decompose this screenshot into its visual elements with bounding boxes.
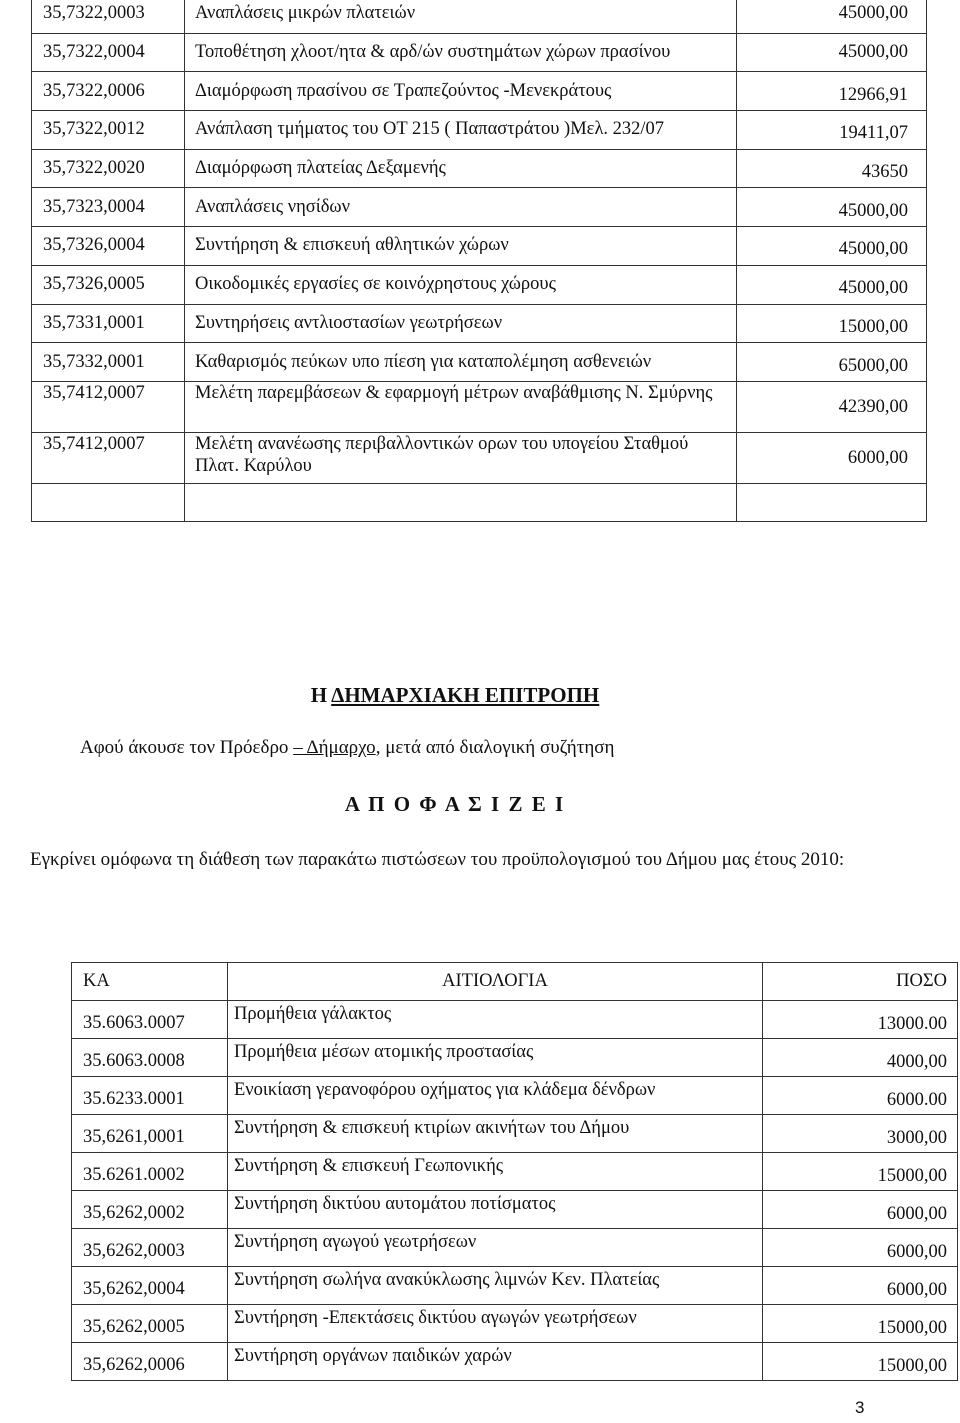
code-cell: 35,6262,0004: [72, 1267, 228, 1305]
description-cell-text: Μελέτη παρεμβάσεων & εφαρμογή μέτρων αναβάθμισης Ν. Σμύρνης: [195, 382, 713, 403]
amount-cell-text: 45000,00: [838, 239, 908, 260]
description-cell: [185, 381, 737, 432]
amount-cell-text: 45000,00: [838, 200, 908, 221]
code-cell-text: 35,7323,0004: [43, 196, 145, 217]
table-row: [32, 381, 927, 432]
amount-cell: [737, 432, 927, 483]
table-row: [72, 1077, 958, 1115]
table-row: [72, 1115, 958, 1153]
amount-cell: 15000,00: [763, 1305, 958, 1343]
code-cell: 35,6262,0002: [72, 1191, 228, 1229]
code-cell-text: 35,7412,0007: [43, 382, 145, 403]
code-cell-text: 35,7322,0003: [43, 3, 145, 24]
description-cell: Συντήρηση οργάνων παιδικών χαρών: [228, 1343, 763, 1381]
description-cell-text: Αναπλάσεις μικρών πλατειών: [195, 3, 416, 24]
intro-text-mayor: – Δήμαρχο: [293, 737, 376, 758]
description-cell: Συντήρηση σωλήνα ανακύκλωσης λιμνών Κεν. Πλατείας: [228, 1267, 763, 1305]
credits-table-top: [31, 0, 927, 522]
amount-cell-text: 12966,91: [838, 84, 908, 105]
description-cell: Προμήθεια γάλακτος: [228, 1001, 763, 1039]
description-cell: Συντήρηση & επισκευή Γεωπονικής: [228, 1153, 763, 1191]
approval-paragraph: Εγκρίνει ομόφωνα τη διάθεση των παρακάτω πιστώσεων του προϋπολογισμού του Δήμου μας έτους 2010:: [30, 849, 845, 870]
amount-cell-text: 45000,00: [838, 278, 908, 299]
description-cell: [185, 188, 737, 227]
amount-cell: 13000.00: [763, 1001, 958, 1039]
committee-heading-article: Η: [310, 683, 332, 707]
description-cell: [185, 265, 737, 304]
code-cell: 35,6262,0005: [72, 1305, 228, 1343]
empty-cell: [32, 483, 185, 521]
description-cell-text: Οικοδομικές εργασίες σε κοινόχρηστους χώρους: [195, 274, 556, 295]
table-row: [32, 188, 927, 227]
code-cell: [32, 227, 185, 266]
amount-cell: [737, 304, 927, 343]
code-cell-text: 35,7322,0006: [43, 80, 145, 101]
committee-heading: [0, 683, 935, 708]
description-cell: [185, 227, 737, 266]
code-cell: 35.6233.0001: [72, 1077, 228, 1115]
header-amount: ΠΟΣΟ: [763, 963, 958, 1001]
table-row: [32, 0, 927, 33]
code-cell: 35,6261,0001: [72, 1115, 228, 1153]
empty-cell: [737, 483, 927, 521]
table-row: [32, 227, 927, 266]
amount-cell-text: 42390,00: [838, 396, 908, 417]
committee-heading-title: ΔΗΜΑΡΧΙΑΚΗ ΕΠΙΤΡΟΠΗ: [331, 683, 600, 707]
code-cell: [32, 149, 185, 188]
code-cell: [32, 111, 185, 150]
table-row: [32, 343, 927, 382]
page-number: 3: [855, 1398, 865, 1417]
table-row: [72, 1229, 958, 1267]
code-cell-text: 35,7331,0001: [43, 312, 145, 333]
intro-text-2: , μετά από διαλογική συζήτηση: [375, 737, 615, 758]
code-cell: [32, 72, 185, 111]
amount-cell: [737, 227, 927, 266]
table-row: [72, 1153, 958, 1191]
code-cell: 35,6262,0006: [72, 1343, 228, 1381]
amount-cell-text: 19411,07: [839, 123, 908, 144]
credits-table-bottom: [71, 962, 958, 1381]
code-cell: [32, 381, 185, 432]
description-cell-text: Καθαρισμός πεύκων υπο πίεση για καταπολέμηση ασθενειών: [195, 351, 652, 372]
table-row: [32, 72, 927, 111]
amount-cell-text: 43650: [861, 162, 908, 183]
table-header-row: [72, 963, 958, 1001]
code-cell-text: 35,7322,0004: [43, 42, 145, 63]
table-row: [32, 432, 927, 483]
amount-cell-text: 45000,00: [838, 3, 908, 24]
amount-cell: [737, 72, 927, 111]
description-cell: Συντήρηση -Επεκτάσεις δικτύου αγωγών γεωτρήσεων: [228, 1305, 763, 1343]
amount-cell-text: 65000,00: [838, 355, 908, 376]
amount-cell: [737, 188, 927, 227]
table-row: [72, 1039, 958, 1077]
empty-cell: [185, 483, 737, 521]
description-cell: Προμήθεια μέσων ατομικής προστασίας: [228, 1039, 763, 1077]
amount-cell: 3000,00: [763, 1115, 958, 1153]
amount-cell: 6000,00: [763, 1267, 958, 1305]
amount-cell: 6000.00: [763, 1077, 958, 1115]
empty-row: [32, 483, 927, 521]
code-cell-text: 35,7332,0001: [43, 351, 145, 372]
description-cell: Συντήρηση δικτύου αυτομάτου ποτίσματος: [228, 1191, 763, 1229]
table-row: [72, 1267, 958, 1305]
amount-cell: [737, 381, 927, 432]
description-cell-text: Συντηρήσεις αντλιοστασίων γεωτρήσεων: [195, 312, 503, 333]
amount-cell: 6000,00: [763, 1191, 958, 1229]
decision-heading: Α Π Ο Φ Α Σ Ι Ζ Ε Ι: [344, 792, 566, 816]
header-code: ΚΑ: [72, 963, 228, 1001]
description-cell: [185, 343, 737, 382]
code-cell-text: 35,7412,0007: [43, 433, 145, 454]
table-row: [32, 265, 927, 304]
description-cell: Ενοικίαση γερανοφόρου οχήματος για κλάδεμα δένδρων: [228, 1077, 763, 1115]
description-cell: Συντήρηση αγωγού γεωτρήσεων: [228, 1229, 763, 1267]
description-cell: [185, 432, 737, 483]
code-cell: [32, 304, 185, 343]
amount-cell: [737, 149, 927, 188]
amount-cell: [737, 265, 927, 304]
code-cell: [32, 432, 185, 483]
amount-cell-text: 45000,00: [838, 42, 908, 63]
table-row: [72, 1191, 958, 1229]
code-cell-text: 35,7326,0004: [43, 235, 145, 256]
description-cell-text: Τοποθέτηση χλοοτ/ητα & αρδ/ών συστημάτων χώρων πρασίνου: [195, 42, 671, 63]
description-cell: Συντήρηση & επισκευή κτιρίων ακινήτων του Δήμου: [228, 1115, 763, 1153]
code-cell: [32, 0, 185, 33]
description-cell: [185, 72, 737, 111]
table-row: [32, 149, 927, 188]
table-row: [32, 33, 927, 72]
amount-cell-text: 15000,00: [838, 316, 908, 337]
intro-text-1: Αφού άκουσε τον Πρόεδρο: [80, 737, 294, 758]
code-cell: 35,6262,0003: [72, 1229, 228, 1267]
amount-cell: [737, 343, 927, 382]
header-description: ΑΙΤΙΟΛΟΓΙΑ: [228, 963, 763, 1001]
intro-paragraph: [80, 737, 614, 759]
code-cell-text: 35,7326,0005: [43, 274, 145, 295]
code-cell-text: 35,7322,0012: [43, 119, 145, 140]
code-cell: 35.6063.0007: [72, 1001, 228, 1039]
table-row: [32, 111, 927, 150]
table-row: [72, 1001, 958, 1039]
credits-table-bottom-body: [72, 963, 958, 1381]
description-cell: [185, 0, 737, 33]
description-cell: [185, 149, 737, 188]
description-cell: [185, 304, 737, 343]
amount-cell-text: 6000,00: [847, 447, 908, 468]
code-cell: [32, 33, 185, 72]
amount-cell: [737, 111, 927, 150]
description-cell-text: Ανάπλαση τμήματος του ΟΤ 215 ( Παπαστράτου )Μελ. 232/07: [195, 119, 665, 140]
code-cell: 35.6063.0008: [72, 1039, 228, 1077]
amount-cell: [737, 0, 927, 33]
code-cell: [32, 265, 185, 304]
amount-cell: 15000,00: [763, 1343, 958, 1381]
description-cell-text: Συντήρηση & επισκευή αθλητικών χώρων: [195, 235, 509, 256]
description-cell: [185, 111, 737, 150]
code-cell: 35.6261.0002: [72, 1153, 228, 1191]
amount-cell: 6000,00: [763, 1229, 958, 1267]
code-cell: [32, 188, 185, 227]
code-cell-text: 35,7322,0020: [43, 158, 145, 179]
credits-table-top-body: [32, 0, 927, 521]
code-cell: [32, 343, 185, 382]
amount-cell: 4000,00: [763, 1039, 958, 1077]
table-row: [72, 1343, 958, 1381]
table-row: [32, 304, 927, 343]
description-cell-text: Μελέτη ανανέωσης περιβαλλοντικών ορων του υπογείου Σταθμού Πλατ. Καρύλου: [195, 433, 689, 476]
amount-cell: [737, 33, 927, 72]
description-cell: [185, 33, 737, 72]
amount-cell: 15000,00: [763, 1153, 958, 1191]
description-cell-text: Αναπλάσεις νησίδων: [195, 196, 350, 217]
description-cell-text: Διαμόρφωση πλατείας Δεξαμενής: [195, 158, 446, 179]
table-row: [72, 1305, 958, 1343]
description-cell-text: Διαμόρφωση πρασίνου σε Τραπεζούντος -Μενεκράτους: [195, 80, 612, 101]
